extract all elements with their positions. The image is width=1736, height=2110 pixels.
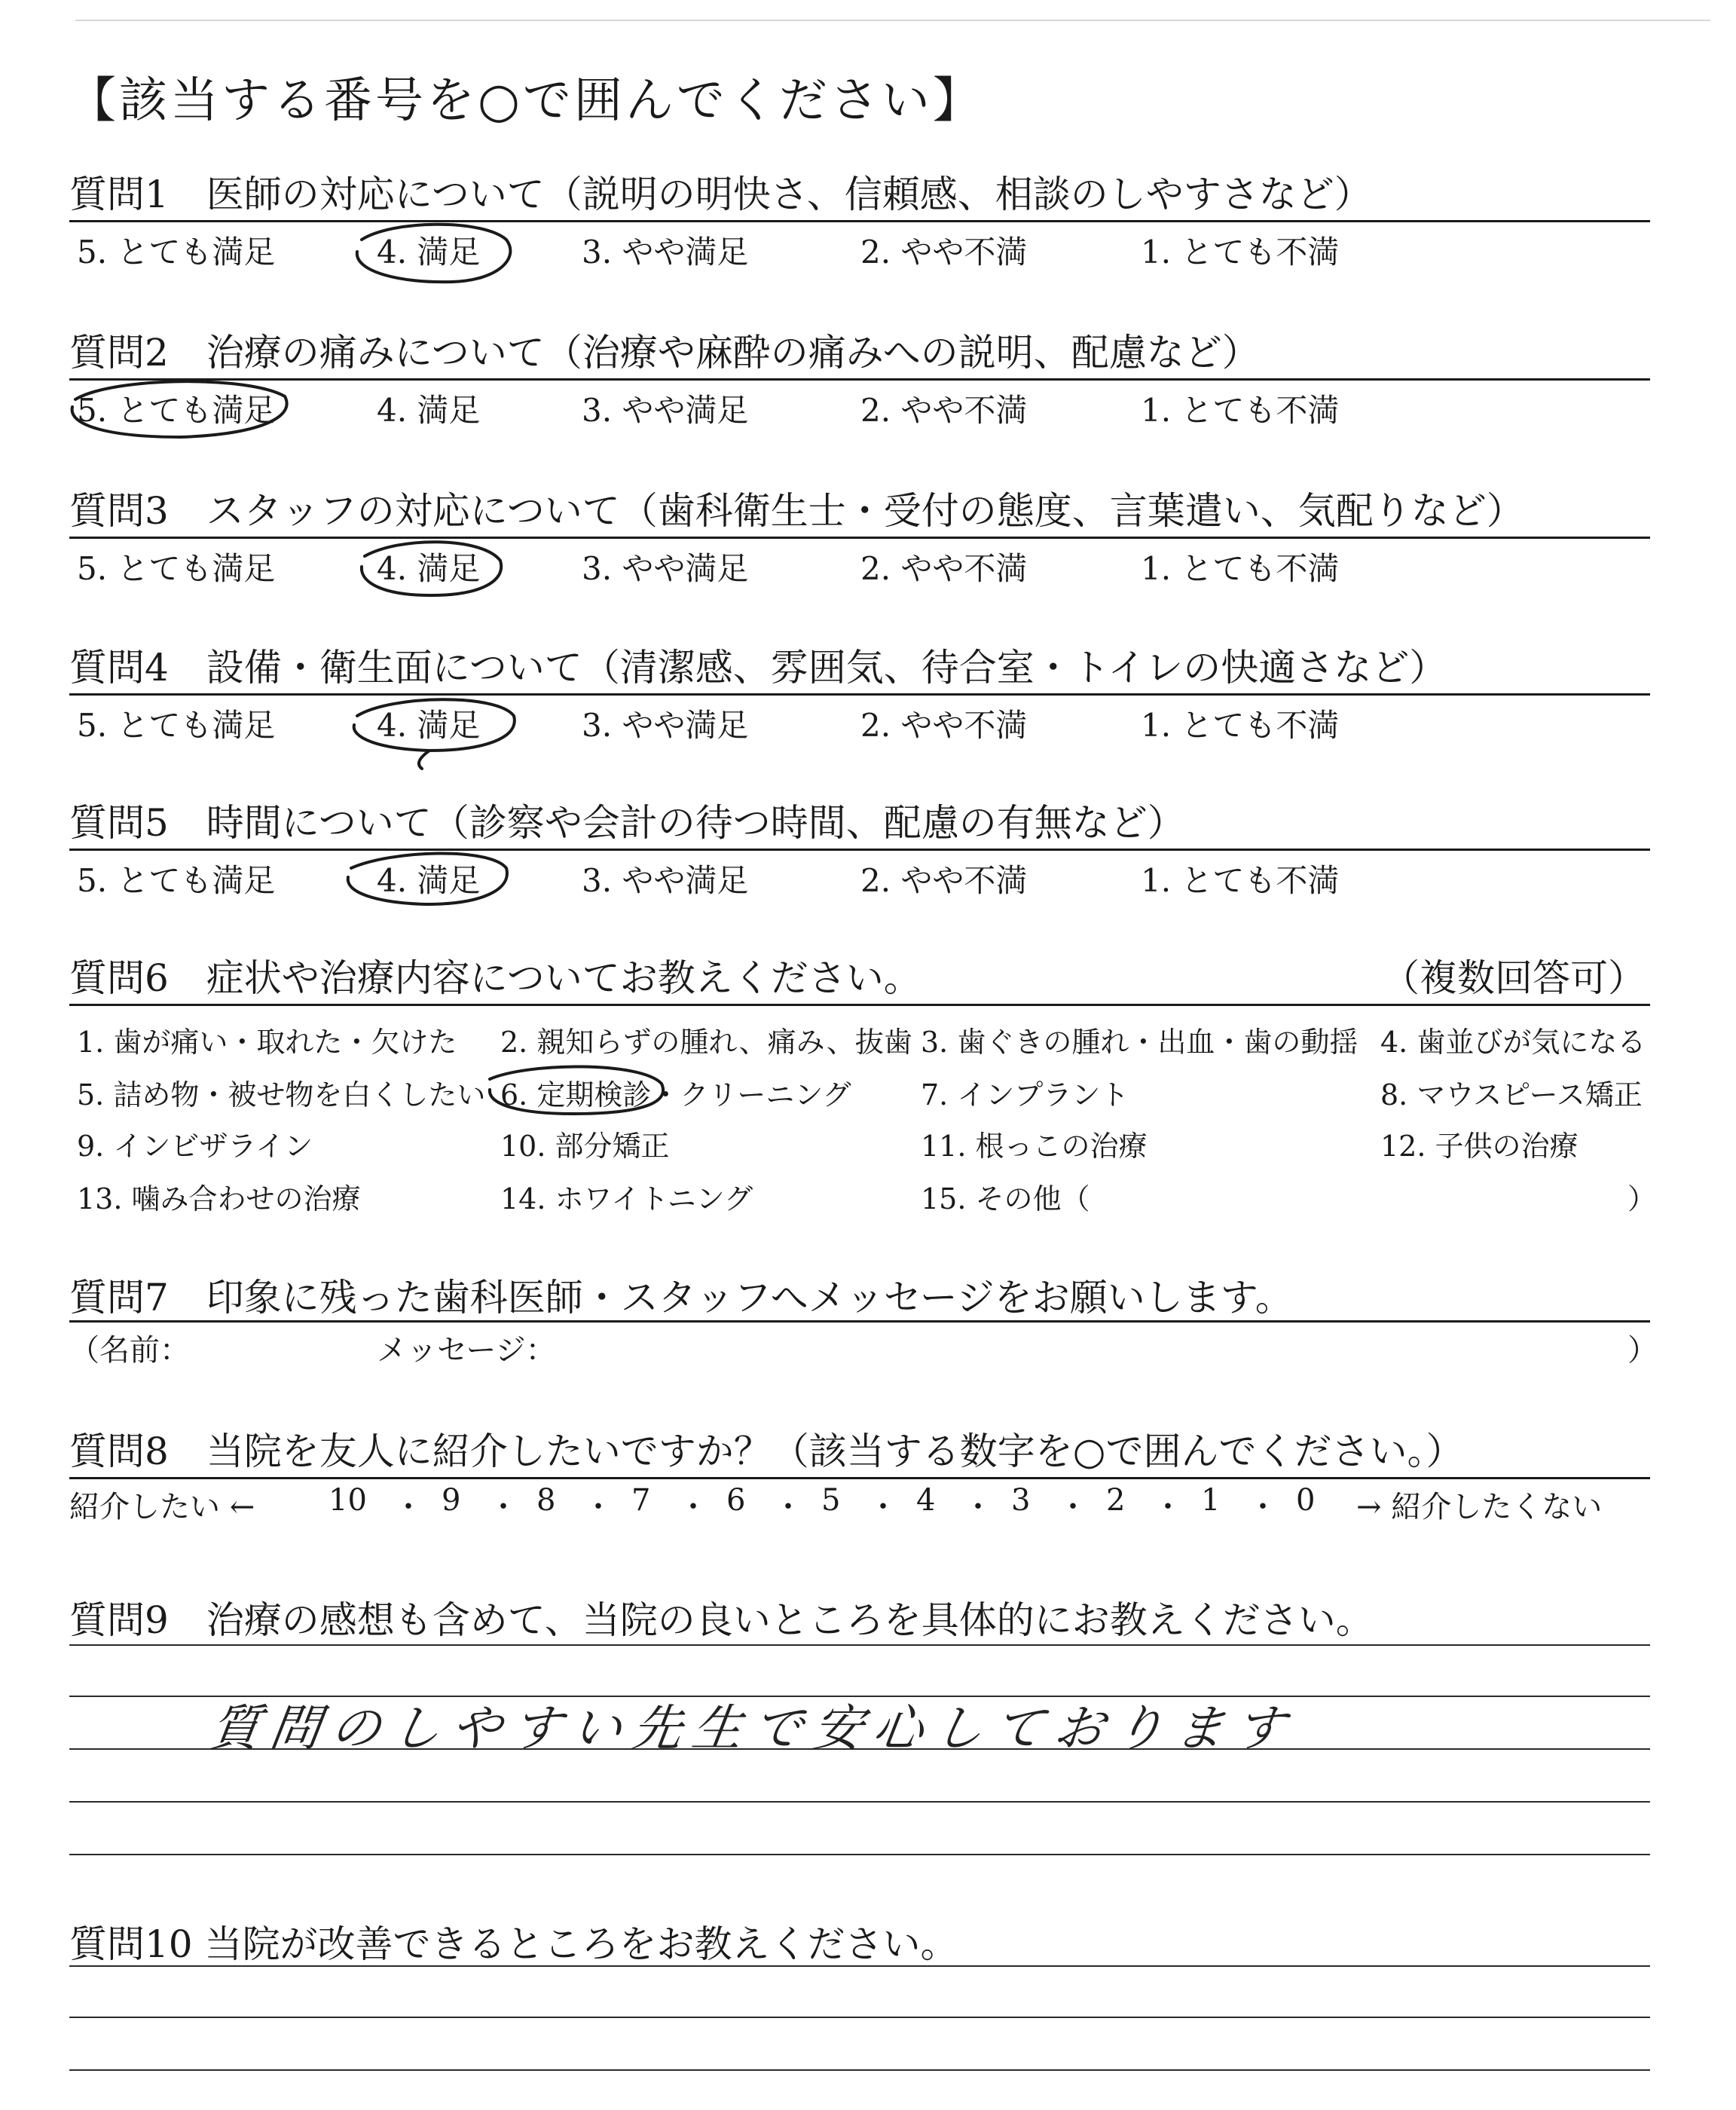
- q1-option-5[interactable]: 5. とても満足: [77, 234, 276, 271]
- q7-close-paren: ）: [1628, 1333, 1658, 1368]
- q8-number-3[interactable]: 3: [1011, 1483, 1031, 1518]
- question-2-rule: [69, 378, 1650, 381]
- q6-other-close-paren: ）: [1628, 1182, 1657, 1216]
- question-6-label: 質問6 症状や治療内容についてお教えください。: [69, 956, 921, 1000]
- q8-right-label: → 紹介したくない: [1356, 1490, 1603, 1524]
- q1-option-1[interactable]: 1. とても不満: [1141, 234, 1340, 271]
- question-5-options: [0, 856, 1736, 901]
- q8-dot: ・: [1248, 1490, 1278, 1524]
- q8-number-8[interactable]: 8: [536, 1483, 556, 1518]
- q2-option-1[interactable]: 1. とても不満: [1141, 392, 1340, 429]
- q4-option-1[interactable]: 1. とても不満: [1141, 707, 1340, 744]
- q6-item-5[interactable]: 5. 詰め物・被せ物を白くしたい: [77, 1078, 486, 1112]
- q8-dot: ・: [583, 1490, 613, 1524]
- q6-item-7[interactable]: 7. インプラント: [921, 1078, 1129, 1112]
- question-6-rule: [69, 1004, 1650, 1006]
- q2-option-3[interactable]: 3. やや満足: [582, 392, 749, 429]
- question-4-options: [0, 701, 1736, 746]
- q6-item-13[interactable]: 13. 噛み合わせの治療: [77, 1182, 361, 1216]
- q5-option-5[interactable]: 5. とても満足: [77, 862, 276, 899]
- q9-line-5: [69, 1854, 1650, 1855]
- q8-dot: ・: [868, 1490, 898, 1524]
- question-1-label: 質問1 医師の対応について（説明の明快さ、信頼感、相談のしやすさなど）: [69, 173, 1372, 216]
- q5-option-3[interactable]: 3. やや満足: [582, 862, 749, 899]
- question-3-rule: [69, 537, 1650, 539]
- q1-option-4[interactable]: 4. 満足: [377, 234, 481, 271]
- q4-option-2[interactable]: 2. やや不満: [860, 707, 1028, 744]
- q6-item-12[interactable]: 12. 子供の治療: [1380, 1130, 1579, 1163]
- q6-item-9[interactable]: 9. インビザライン: [77, 1130, 313, 1163]
- q8-left-label: 紹介したい ←: [69, 1490, 255, 1524]
- q8-dot: ・: [393, 1490, 423, 1524]
- q4-option-5[interactable]: 5. とても満足: [77, 707, 276, 744]
- q3-option-2[interactable]: 2. やや不満: [860, 550, 1028, 587]
- question-4-label: 質問4 設備・衛生面について（清潔感、雰囲気、待合室・トイレの快適さなど）: [69, 646, 1447, 690]
- q6-item-11[interactable]: 11. 根っこの治療: [921, 1130, 1148, 1163]
- q6-item-8[interactable]: 8. マウスピース矯正: [1380, 1078, 1643, 1112]
- q10-line-2: [69, 2017, 1650, 2018]
- question-2-label: 質問2 治療の痛みについて（治療や麻酔の痛みへの説明、配慮など）: [69, 331, 1260, 375]
- q8-number-9[interactable]: 9: [442, 1483, 461, 1518]
- q8-number-2[interactable]: 2: [1106, 1483, 1126, 1518]
- q8-number-1[interactable]: 1: [1201, 1483, 1221, 1518]
- q5-option-1[interactable]: 1. とても不満: [1141, 862, 1340, 899]
- q9-line-1: [69, 1644, 1650, 1646]
- q9-handwritten-answer: 質問のしやすい先生で安心しております: [206, 1699, 1300, 1757]
- q4-option-4[interactable]: 4. 満足: [377, 707, 481, 744]
- question-3-label: 質問3 スタッフの対応について（歯科衛生士・受付の態度、言葉遣い、気配りなど）: [69, 489, 1524, 533]
- q6-item-4[interactable]: 4. 歯並びが気になる: [1380, 1026, 1646, 1059]
- q6-item-15[interactable]: 15. その他（: [921, 1182, 1090, 1216]
- question-9-label: 質問9 治療の感想も含めて、当院の良いところを具体的にお教えください。: [69, 1598, 1374, 1642]
- q8-dot: ・: [963, 1490, 993, 1524]
- q8-number-0[interactable]: 0: [1296, 1483, 1316, 1518]
- question-3-options: [0, 544, 1736, 589]
- q8-dot: ・: [773, 1490, 803, 1524]
- q9-line-4: [69, 1801, 1650, 1803]
- q3-option-4[interactable]: 4. 満足: [377, 550, 481, 587]
- q7-message-label: メッセージ：: [377, 1333, 556, 1368]
- question-6-note: （複数回答可）: [1382, 956, 1646, 1000]
- q5-option-4[interactable]: 4. 満足: [377, 862, 481, 899]
- q3-option-3[interactable]: 3. やや満足: [582, 550, 749, 587]
- q6-item-1[interactable]: 1. 歯が痛い・取れた・欠けた: [77, 1026, 457, 1059]
- question-5-rule: [69, 849, 1650, 851]
- question-1-rule: [69, 220, 1650, 222]
- question-1-options: [0, 228, 1736, 273]
- q2-option-5[interactable]: 5. とても満足: [77, 392, 276, 429]
- q1-option-2[interactable]: 2. やや不満: [860, 234, 1028, 271]
- question-8-label: 質問8 当院を友人に紹介したいですか？（該当する数字を○で囲んでください。）: [69, 1430, 1464, 1473]
- q8-dot: ・: [488, 1490, 518, 1524]
- q6-item-2[interactable]: 2. 親知らずの腫れ、痛み、抜歯: [500, 1026, 912, 1059]
- question-4-rule: [69, 693, 1650, 696]
- q3-option-5[interactable]: 5. とても満足: [77, 550, 276, 587]
- q6-item-3[interactable]: 3. 歯ぐきの腫れ・出血・歯の動揺: [921, 1026, 1359, 1059]
- question-7-rule: [69, 1320, 1650, 1323]
- q8-dot: ・: [678, 1490, 708, 1524]
- q1-option-3[interactable]: 3. やや満足: [582, 234, 749, 271]
- q6-item-14[interactable]: 14. ホワイトニング: [500, 1182, 753, 1216]
- q8-dot: ・: [1153, 1490, 1183, 1524]
- form-title: 【該当する番号を○で囲んでください】: [68, 73, 984, 129]
- q8-number-5[interactable]: 5: [821, 1483, 841, 1518]
- question-8-rule: [69, 1477, 1650, 1479]
- q4-option-3[interactable]: 3. やや満足: [582, 707, 749, 744]
- question-10-label: 質問10 当院が改善できるところをお教えください。: [69, 1922, 958, 1966]
- question-2-options: [0, 386, 1736, 431]
- q8-number-7[interactable]: 7: [631, 1483, 651, 1518]
- q8-scale: [69, 1483, 1652, 1528]
- q3-option-1[interactable]: 1. とても不満: [1141, 550, 1340, 587]
- q10-line-1: [69, 1965, 1650, 1967]
- q6-item-10[interactable]: 10. 部分矯正: [500, 1130, 670, 1163]
- q2-option-2[interactable]: 2. やや不満: [860, 392, 1028, 429]
- q6-item-6[interactable]: 6. 定期検診・クリーニング: [500, 1078, 851, 1112]
- q8-dot: ・: [1058, 1490, 1088, 1524]
- q7-name-label: （名前：: [69, 1333, 190, 1368]
- q8-number-6[interactable]: 6: [726, 1483, 746, 1518]
- q2-option-4[interactable]: 4. 満足: [377, 392, 481, 429]
- q8-number-10[interactable]: 10: [329, 1483, 367, 1518]
- question-5-label: 質問5 時間について（診察や会計の待つ時間、配慮の有無など）: [69, 801, 1185, 845]
- question-7-label: 質問7 印象に残った歯科医師・スタッフへメッセージをお願いします。: [69, 1276, 1293, 1320]
- q5-option-2[interactable]: 2. やや不満: [860, 862, 1028, 899]
- top-edge-line: [75, 20, 1710, 21]
- q10-line-3: [69, 2069, 1650, 2071]
- q8-number-4[interactable]: 4: [916, 1483, 936, 1518]
